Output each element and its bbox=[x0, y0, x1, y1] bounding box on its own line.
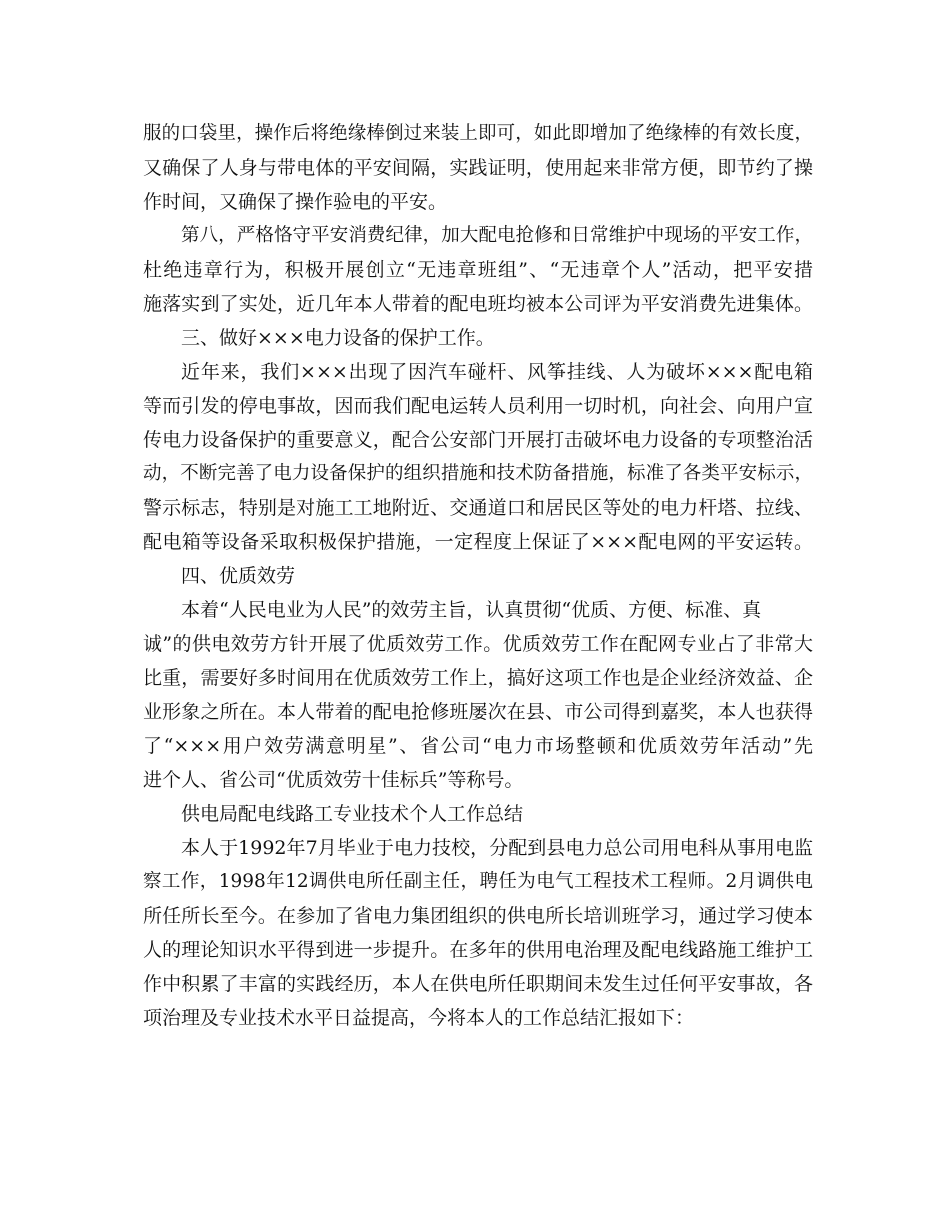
text-line: 本人于1992年7月毕业于电力技校，分配到县电力总公司用电科从事用电监 bbox=[181, 837, 813, 859]
text-line: 作中积累了丰富的实践经历，本人在供电所任职期间未发生过任何平安事故，各 bbox=[143, 973, 813, 995]
text-line: 配电箱等设备采取积极保护措施，一定程度上保证了×××配电网的平安运转。 bbox=[143, 531, 813, 553]
text-line: 动，不断完善了电力设备保护的组织措施和技术防备措施，标准了各类平安标示， bbox=[143, 463, 813, 484]
text-line: 项治理及专业技术水平日益提高，今将本人的工作总结汇报如下： bbox=[143, 1007, 695, 1029]
text-line: 所任所长至今。在参加了省电力集团组织的供电所长培训班学习，通过学习使本 bbox=[143, 905, 813, 927]
section-heading: 供电局配电线路工专业技术个人工作总结 bbox=[181, 803, 524, 825]
text-line: 作时间，又确保了操作验电的平安。 bbox=[143, 191, 448, 213]
text-line: 传电力设备保护的重要意义，配合公安部门开展打击破坏电力设备的专项整治活 bbox=[143, 429, 813, 451]
text-line: 人的理论知识水平得到进一步提升。在多年的供用电治理及配电线路施工维护工 bbox=[143, 939, 813, 961]
text-line: 杜绝违章行为，积极开展创立“无违章班组”、“无违章个人”活动，把平安措 bbox=[143, 259, 813, 281]
section-heading: 三、做好×××电力设备的保护工作。 bbox=[181, 327, 495, 349]
text-line: 了“×××用户效劳满意明星”、省公司“电力市场整顿和优质效劳年活动”先 bbox=[143, 735, 813, 757]
text-line: 本着“人民电业为人民”的效劳主旨，认真贯彻“优质、方便、标准、真 bbox=[181, 599, 762, 621]
section-heading: 四、优质效劳 bbox=[181, 565, 296, 587]
text-line: 进个人、省公司“优质效劳十佳标兵”等称号。 bbox=[143, 769, 524, 791]
text-line: 近年来，我们×××出现了因汽车碰杆、风筝挂线、人为破坏×××配电箱 bbox=[181, 361, 813, 383]
text-line: 比重，需要好多时间用在优质效劳工作上，搞好这项工作也是企业经济效益、企 bbox=[143, 667, 813, 689]
text-line: 诚”的供电效劳方针开展了优质效劳工作。优质效劳工作在配网专业占了非常大 bbox=[143, 633, 813, 655]
text-line: 服的口袋里，操作后将绝缘棒倒过来装上即可，如此即增加了绝缘棒的有效长度， bbox=[143, 123, 813, 144]
text-line: 察工作，1998年12调供电所任副主任，聘任为电气工程技术工程师。2月调供电 bbox=[143, 871, 813, 892]
text-line: 又确保了人身与带电体的平安间隔，实践证明，使用起来非常方便，即节约了操 bbox=[143, 157, 813, 179]
text-line: 警示标志，特别是对施工工地附近、交通道口和居民区等处的电力杆塔、拉线、 bbox=[143, 497, 813, 519]
text-line: 施落实到了实处，近几年本人带着的配电班均被本公司评为平安消费先进集体。 bbox=[143, 293, 813, 315]
text-line: 业形象之所在。本人带着的配电抢修班屡次在县、市公司得到嘉奖，本人也获得 bbox=[143, 701, 813, 723]
text-line: 等而引发的停电事故，因而我们配电运转人员利用一切时机，向社会、向用户宣 bbox=[143, 395, 813, 417]
text-line: 第八，严格恪守平安消费纪律，加大配电抢修和日常维护中现场的平安工作， bbox=[181, 225, 813, 246]
document-body bbox=[143, 117, 813, 1035]
